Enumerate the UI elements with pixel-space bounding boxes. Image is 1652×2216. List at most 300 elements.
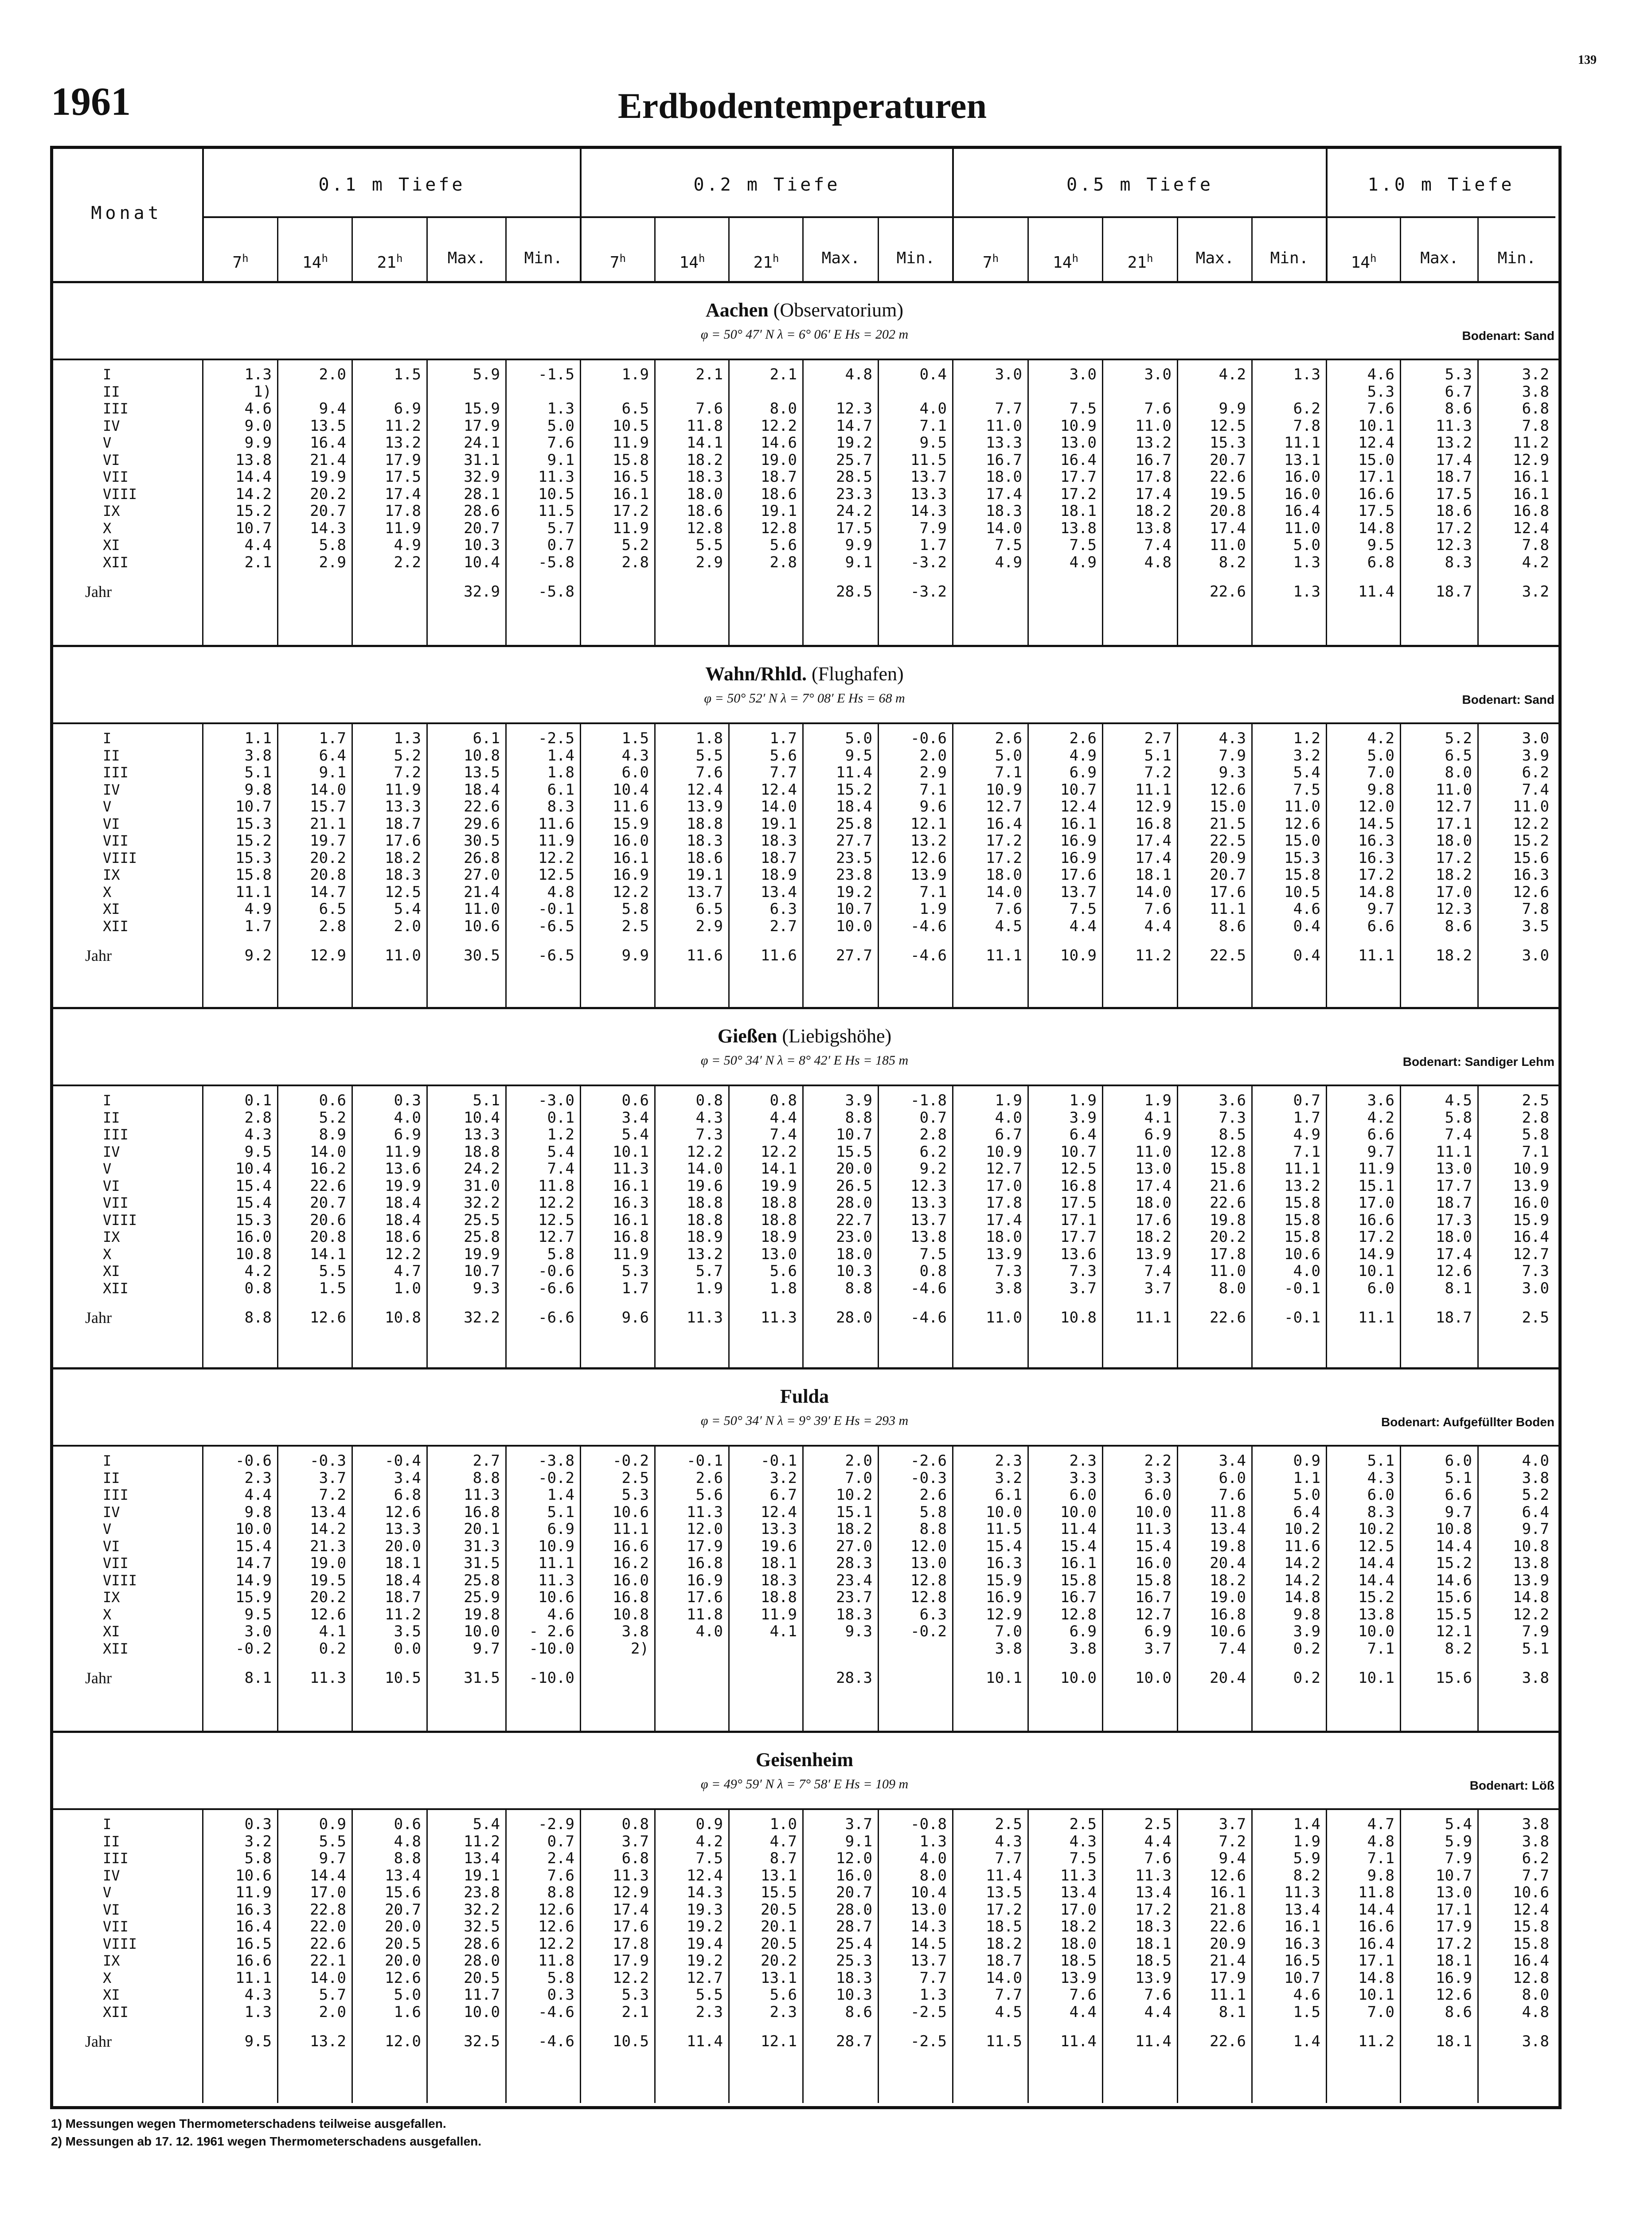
month-label: III <box>103 1486 129 1503</box>
table-cell: 4.0 <box>919 400 947 417</box>
table-cell: 6.6 <box>1367 917 1394 935</box>
table-cell: 11.7 <box>464 1986 500 2004</box>
table-cell: 0.7 <box>547 536 574 554</box>
table-cell: 11.9 <box>1358 1160 1394 1178</box>
table-cell: 9.8 <box>244 780 272 799</box>
table-cell: 21.5 <box>1210 815 1246 833</box>
year-cell: 11.1 <box>1135 1309 1172 1326</box>
table-cell: 12.6 <box>310 1605 346 1623</box>
table-cell: 21.3 <box>310 1537 346 1555</box>
table-cell: 7.6 <box>1144 900 1172 918</box>
table-cell: 18.3 <box>1135 1918 1172 1935</box>
table-cell: 7.1 <box>919 883 947 901</box>
table-cell: 7.9 <box>919 519 947 537</box>
table-cell: 3.9 <box>845 1092 872 1109</box>
table-cell: 12.5 <box>538 866 574 884</box>
year-cell: 10.8 <box>1060 1309 1097 1326</box>
table-cell: 0.7 <box>1293 1092 1320 1109</box>
table-cell: 17.2 <box>986 1900 1022 1919</box>
table-cell: 14.1 <box>687 434 723 452</box>
table-cell: 22.6 <box>310 1935 346 1953</box>
month-label: VII <box>103 1918 129 1935</box>
year-cell: 3.8 <box>1522 1669 1549 1687</box>
table-cell: 13.7 <box>910 1952 947 1970</box>
year-cell: 11.2 <box>1358 2033 1394 2050</box>
table-cell: 18.2 <box>687 451 723 469</box>
table-cell: 4.1 <box>319 1623 346 1640</box>
table-cell: 11.9 <box>385 519 421 537</box>
table-cell: 18.3 <box>986 502 1022 520</box>
table-cell: 10.5 <box>538 485 574 503</box>
table-cell: 6.2 <box>1522 764 1549 781</box>
table-cell: 10.7 <box>1284 1969 1320 1987</box>
table-cell: 25.5 <box>464 1211 500 1229</box>
table-cell: 14.2 <box>235 485 272 503</box>
table-cell: 22.6 <box>1210 1918 1246 1935</box>
table-cell: 2.2 <box>1144 1452 1172 1470</box>
table-cell: 16.7 <box>1135 451 1172 469</box>
month-label: X <box>103 1969 112 1986</box>
month-label: V <box>103 1160 112 1177</box>
table-cell: 16.9 <box>687 1571 723 1589</box>
year-cell: 10.0 <box>1135 1669 1172 1687</box>
table-cell: -0.1 <box>761 1452 797 1470</box>
table-cell: 6.2 <box>1522 1849 1549 1867</box>
table-cell: 9.8 <box>1367 780 1394 799</box>
table-cell: 10.8 <box>1513 1537 1549 1555</box>
column-header: 14$^h$ <box>302 252 328 272</box>
table-cell: 17.9 <box>613 1952 649 1970</box>
table-cell: 19.2 <box>836 883 872 901</box>
table-cell: 10.3 <box>836 1986 872 2004</box>
table-cell: 7.6 <box>1069 1986 1097 2004</box>
table-cell: 2.3 <box>695 2003 723 2021</box>
station-soil-type: Bodenart: Löß <box>1469 1779 1554 1792</box>
table-cell: -3.0 <box>538 1092 574 1109</box>
table-cell: 2.7 <box>769 917 797 935</box>
table-cell: 10.8 <box>1436 1520 1472 1538</box>
table-cell: 19.1 <box>464 1866 500 1884</box>
table-cell: 17.6 <box>1210 883 1246 901</box>
table-cell: 10.6 <box>464 917 500 935</box>
table-cell: 23.3 <box>836 485 872 503</box>
station-data-rule <box>50 1808 1558 1810</box>
table-cell: 17.0 <box>310 1884 346 1901</box>
table-cell: 19.0 <box>310 1554 346 1572</box>
table-cell: 17.6 <box>1135 1211 1172 1229</box>
table-cell: 15.4 <box>235 1537 272 1555</box>
table-cell: 15.2 <box>1436 1554 1472 1572</box>
table-cell: 7.4 <box>1445 1126 1472 1143</box>
table-cell: 16.9 <box>1060 832 1097 850</box>
table-cell: 4.5 <box>1445 1092 1472 1109</box>
table-cell: 7.6 <box>547 434 574 452</box>
table-cell: 15.8 <box>1284 1228 1320 1246</box>
table-cell: 11.9 <box>613 434 649 452</box>
table-cell: 0.8 <box>621 1815 649 1833</box>
table-cell: 2.0 <box>919 746 947 765</box>
table-cell: 14.8 <box>1358 883 1394 901</box>
table-cell: 7.8 <box>1522 900 1549 918</box>
table-cell: 4.5 <box>995 2003 1022 2021</box>
table-cell: 17.1 <box>1060 1211 1097 1229</box>
table-cell: 4.3 <box>1218 730 1246 747</box>
table-cell: 19.1 <box>761 502 797 520</box>
table-cell: 12.6 <box>1210 780 1246 799</box>
table-cell: 22.6 <box>1210 1194 1246 1212</box>
month-label: VI <box>103 1537 120 1555</box>
month-label: VI <box>103 451 120 468</box>
table-cell: 15.6 <box>385 1884 421 1901</box>
table-cell: 18.2 <box>1135 502 1172 520</box>
table-cell: 10.4 <box>235 1160 272 1178</box>
table-cell: 4.8 <box>547 883 574 901</box>
table-cell: 5.5 <box>695 746 723 765</box>
table-cell: 8.3 <box>547 798 574 815</box>
table-cell: 4.9 <box>1293 1126 1320 1143</box>
table-cell: 10.6 <box>613 1503 649 1521</box>
column-header: Min. <box>896 249 935 267</box>
table-cell: 25.9 <box>464 1588 500 1606</box>
table-cell: 7.1 <box>919 780 947 799</box>
table-cell: 7.5 <box>695 1849 723 1867</box>
year-label: Jahr <box>85 2033 112 2050</box>
table-cell: 5.6 <box>769 536 797 554</box>
table-cell: 5.1 <box>1367 1452 1394 1470</box>
table-cell: 7.3 <box>995 1262 1022 1280</box>
table-cell: 4.9 <box>1069 553 1097 571</box>
table-cell: -0.2 <box>910 1623 947 1640</box>
table-cell: 7.4 <box>1522 780 1549 799</box>
table-cell: 16.3 <box>1284 1935 1320 1953</box>
table-cell: 3.0 <box>1522 1279 1549 1297</box>
table-cell: 18.8 <box>761 1211 797 1229</box>
table-cell: 16.4 <box>310 434 346 452</box>
table-cell: 15.9 <box>235 1588 272 1606</box>
table-cell: 13.8 <box>1358 1605 1394 1623</box>
table-cell: 6.7 <box>769 1486 797 1504</box>
table-cell: 2.0 <box>394 917 421 935</box>
table-cell: 17.9 <box>687 1537 723 1555</box>
table-cell: 7.4 <box>1144 1262 1172 1280</box>
table-cell: 17.2 <box>1358 866 1394 884</box>
table-cell: 16.8 <box>613 1228 649 1246</box>
table-cell: 10.8 <box>613 1605 649 1623</box>
table-cell: 27.7 <box>836 832 872 850</box>
table-cell: 11.1 <box>235 883 272 901</box>
table-cell: 12.5 <box>1210 417 1246 435</box>
table-cell: 6.0 <box>1445 1452 1472 1470</box>
table-cell: 11.9 <box>385 780 421 799</box>
table-cell: 0.7 <box>547 1832 574 1850</box>
table-cell: 5.0 <box>995 746 1022 765</box>
table-cell: 15.5 <box>836 1143 872 1161</box>
table-cell: 4.4 <box>1144 917 1172 935</box>
table-cell: 11.0 <box>1513 798 1549 815</box>
table-cell: 20.5 <box>761 1900 797 1919</box>
table-cell: 16.4 <box>1513 1228 1549 1246</box>
table-cell: 7.6 <box>995 900 1022 918</box>
column-header: 7$^h$ <box>609 252 626 272</box>
table-cell: -0.1 <box>538 900 574 918</box>
table-cell: 10.1 <box>1358 1986 1394 2004</box>
table-cell: 15.4 <box>1135 1537 1172 1555</box>
table-cell: 16.0 <box>613 832 649 850</box>
table-cell: 9.4 <box>1218 1849 1246 1867</box>
table-cell: 2.3 <box>244 1469 272 1487</box>
table-cell: 19.2 <box>687 1918 723 1935</box>
table-cell: 19.4 <box>687 1935 723 1953</box>
table-cell: 16.5 <box>1284 1952 1320 1970</box>
table-cell: 13.0 <box>1135 1160 1172 1178</box>
table-cell: 10.7 <box>235 798 272 815</box>
table-cell: 14.7 <box>235 1554 272 1572</box>
table-cell: 2.7 <box>1144 730 1172 747</box>
table-cell: 7.3 <box>1218 1108 1246 1127</box>
table-cell: 9.0 <box>244 417 272 435</box>
table-cell: 5.0 <box>845 730 872 747</box>
table-cell: 3.9 <box>1522 746 1549 765</box>
table-cell: 18.3 <box>761 832 797 850</box>
table-cell: 10.4 <box>464 1108 500 1127</box>
table-cell: 5.3 <box>1367 382 1394 401</box>
table-cell: 4.8 <box>1522 2003 1549 2021</box>
table-cell: 17.2 <box>1436 849 1472 867</box>
table-cell: 9.2 <box>919 1160 947 1178</box>
table-cell: 12.2 <box>385 1245 421 1263</box>
table-cell: 19.1 <box>687 866 723 884</box>
month-label: XI <box>103 1623 120 1640</box>
table-cell: 7.0 <box>845 1469 872 1487</box>
table-cell: 11.6 <box>1284 1537 1320 1555</box>
column-divider <box>277 216 278 281</box>
month-label: V <box>103 434 112 451</box>
table-cell: 13.4 <box>761 883 797 901</box>
table-cell: 11.8 <box>687 417 723 435</box>
table-cell: 7.6 <box>695 400 723 417</box>
year-cell: 18.7 <box>1436 583 1472 601</box>
table-cell: 19.5 <box>1210 485 1246 503</box>
table-cell: 18.0 <box>687 485 723 503</box>
table-cell: 9.3 <box>1218 764 1246 781</box>
table-cell: 10.5 <box>1284 883 1320 901</box>
table-cell: 16.2 <box>310 1160 346 1178</box>
table-cell: 13.3 <box>910 1194 947 1212</box>
table-cell: 18.1 <box>1436 1952 1472 1970</box>
table-cell: 16.1 <box>1284 1918 1320 1935</box>
month-label: I <box>103 1816 112 1833</box>
table-cell: 12.6 <box>385 1969 421 1987</box>
table-cell: 5.2 <box>319 1108 346 1127</box>
month-label: I <box>103 366 112 383</box>
table-cell: 8.8 <box>547 1884 574 1901</box>
table-cell: 20.7 <box>310 502 346 520</box>
table-cell: 11.0 <box>1284 798 1320 815</box>
table-cell: 9.7 <box>1522 1520 1549 1538</box>
table-cell: 23.4 <box>836 1571 872 1589</box>
table-cell: 12.6 <box>385 1503 421 1521</box>
month-label: V <box>103 1521 112 1537</box>
table-cell: 12.5 <box>385 883 421 901</box>
table-cell: 10.2 <box>836 1486 872 1504</box>
table-cell: 18.0 <box>986 468 1022 486</box>
table-cell: -6.6 <box>538 1279 574 1297</box>
year-label: Jahr <box>85 1309 112 1326</box>
table-cell: 11.3 <box>538 468 574 486</box>
table-cell: 11.9 <box>613 519 649 537</box>
table-cell: 18.0 <box>986 1228 1022 1246</box>
table-cell: 10.2 <box>1284 1520 1320 1538</box>
table-cell: 4.2 <box>1522 553 1549 571</box>
table-cell: 10.8 <box>464 746 500 765</box>
table-cell: 13.4 <box>310 1503 346 1521</box>
table-cell: 22.7 <box>836 1211 872 1229</box>
table-cell: 5.8 <box>547 1245 574 1263</box>
column-header: 14$^h$ <box>1351 252 1377 272</box>
month-label: VIII <box>103 1935 137 1952</box>
table-cell: 7.5 <box>995 536 1022 554</box>
table-cell: 9.4 <box>319 400 346 417</box>
table-cell: 16.1 <box>1513 468 1549 486</box>
table-cell: 0.8 <box>244 1279 272 1297</box>
table-cell: 17.0 <box>1436 883 1472 901</box>
year-cell: 10.9 <box>1060 947 1097 964</box>
table-cell: 17.6 <box>687 1588 723 1606</box>
year-cell: 10.8 <box>385 1309 421 1326</box>
table-cell: 13.7 <box>910 468 947 486</box>
table-cell: 14.4 <box>1358 1571 1394 1589</box>
year-cell: 10.0 <box>1060 1669 1097 1687</box>
table-cell: 12.7 <box>1135 1605 1172 1623</box>
table-cell: 7.0 <box>995 1623 1022 1640</box>
table-cell: 18.6 <box>761 485 797 503</box>
table-cell: 20.7 <box>385 1900 421 1919</box>
table-cell: 2.3 <box>995 1452 1022 1470</box>
table-cell: 7.5 <box>1069 900 1097 918</box>
table-cell: 12.0 <box>910 1537 947 1555</box>
table-cell: 11.4 <box>1060 1520 1097 1538</box>
table-cell: 10.0 <box>836 917 872 935</box>
table-cell: 11.9 <box>613 1245 649 1263</box>
table-cell: 15.3 <box>235 815 272 833</box>
table-cell: 7.7 <box>995 400 1022 417</box>
table-cell: 18.0 <box>986 866 1022 884</box>
table-cell: 1.9 <box>1293 1832 1320 1850</box>
table-cell: 2.6 <box>995 730 1022 747</box>
table-cell: 15.8 <box>1513 1935 1549 1953</box>
table-cell: 12.7 <box>687 1969 723 1987</box>
table-cell: 11.1 <box>1436 1143 1472 1161</box>
table-cell: 4.4 <box>1069 917 1097 935</box>
table-cell: 17.2 <box>1135 1900 1172 1919</box>
table-cell: 0.9 <box>319 1815 346 1833</box>
table-cell: 18.5 <box>1060 1952 1097 1970</box>
table-cell: 17.5 <box>1436 485 1472 503</box>
table-cell: 18.3 <box>687 468 723 486</box>
table-cell: 18.6 <box>1436 502 1472 520</box>
table-cell: 16.6 <box>613 1537 649 1555</box>
table-cell: 12.7 <box>986 798 1022 815</box>
table-cell: 32.9 <box>464 468 500 486</box>
table-cell: 18.3 <box>761 1571 797 1589</box>
table-cell: 19.9 <box>310 468 346 486</box>
table-cell: 10.9 <box>1513 1160 1549 1178</box>
table-cell: 20.1 <box>464 1520 500 1538</box>
table-cell: 10.0 <box>1060 1503 1097 1521</box>
year-cell: 28.5 <box>836 583 872 601</box>
month-label: XI <box>103 901 120 917</box>
table-cell: 3.5 <box>1522 917 1549 935</box>
table-cell: 5.0 <box>394 1986 421 2004</box>
table-cell: 10.7 <box>836 900 872 918</box>
table-cell: 16.1 <box>613 1177 649 1195</box>
table-cell: -2.6 <box>910 1452 947 1470</box>
table-cell: 2.8 <box>621 553 649 571</box>
table-cell: 13.8 <box>1513 1554 1549 1572</box>
table-cell: 11.4 <box>836 764 872 781</box>
station-data-rule <box>50 1085 1558 1086</box>
month-label: X <box>103 519 112 537</box>
table-cell: 5.3 <box>621 1262 649 1280</box>
table-cell: 13.9 <box>1513 1571 1549 1589</box>
column-divider <box>1477 216 1479 281</box>
station-data-rule <box>50 722 1558 724</box>
column-header: Min. <box>524 249 563 267</box>
table-cell: 2.8 <box>1522 1108 1549 1127</box>
table-cell: 8.3 <box>1445 553 1472 571</box>
table-cell: 4.3 <box>1069 1832 1097 1850</box>
table-cell: 13.0 <box>1436 1884 1472 1901</box>
table-cell: 16.6 <box>235 1952 272 1970</box>
table-cell: 8.8 <box>394 1849 421 1867</box>
table-cell: 28.0 <box>836 1900 872 1919</box>
table-cell: 11.4 <box>986 1866 1022 1884</box>
table-cell: 7.2 <box>1218 1832 1246 1850</box>
table-cell: 14.1 <box>310 1245 346 1263</box>
month-label: VIII <box>103 849 137 866</box>
table-cell: 15.4 <box>986 1537 1022 1555</box>
table-cell: 2.0 <box>319 366 346 383</box>
table-cell: 11.1 <box>1284 434 1320 452</box>
table-cell: 14.6 <box>761 434 797 452</box>
table-cell: 12.1 <box>1436 1623 1472 1640</box>
table-cell: -0.4 <box>385 1452 421 1470</box>
group-divider <box>1326 146 1328 281</box>
table-cell: 3.3 <box>1069 1469 1097 1487</box>
table-cell: 12.9 <box>1135 798 1172 815</box>
table-cell: 10.1 <box>613 1143 649 1161</box>
table-cell: 28.6 <box>464 1935 500 1953</box>
table-cell: 15.2 <box>836 780 872 799</box>
year-cell: 22.5 <box>1210 947 1246 964</box>
table-cell: 28.0 <box>836 1194 872 1212</box>
table-cell: 18.9 <box>687 1228 723 1246</box>
table-cell: 3.8 <box>995 1279 1022 1297</box>
table-cell: 12.8 <box>687 519 723 537</box>
table-cell: 16.8 <box>1210 1605 1246 1623</box>
table-cell: 5.3 <box>621 1486 649 1504</box>
table-cell: 8.8 <box>473 1469 500 1487</box>
month-label: IV <box>103 781 120 798</box>
table-cell: 12.6 <box>538 1918 574 1935</box>
footnote-1: 1) Messungen wegen Thermometerschadens teilweise ausgefallen. <box>51 2117 446 2130</box>
table-cell: 19.9 <box>761 1177 797 1195</box>
year-cell: -0.1 <box>1284 1309 1320 1326</box>
group-divider <box>952 146 954 281</box>
table-cell: 18.4 <box>464 780 500 799</box>
table-cell: 21.4 <box>464 883 500 901</box>
table-cell: 12.2 <box>687 1143 723 1161</box>
